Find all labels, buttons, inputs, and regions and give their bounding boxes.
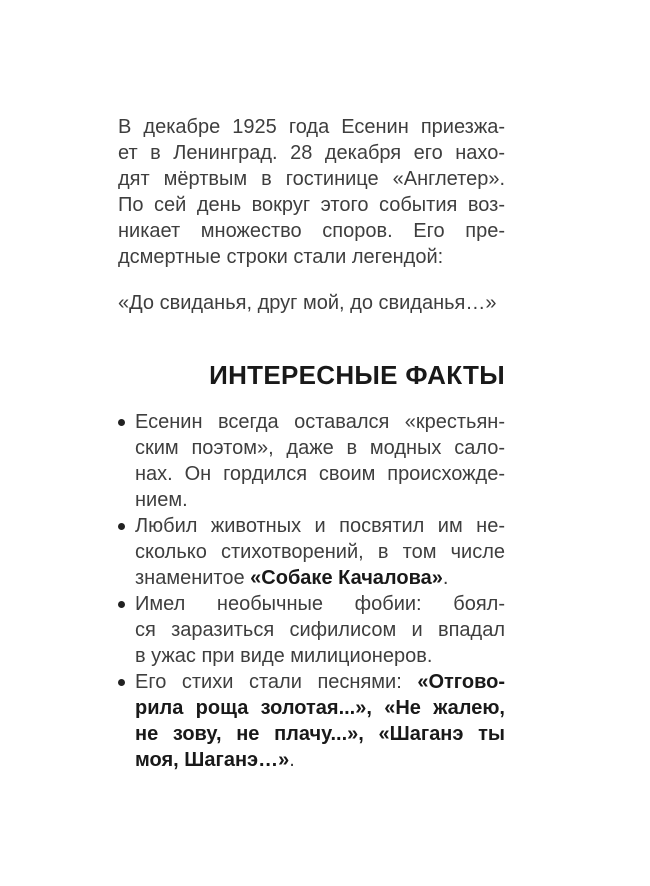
text-line: [135, 591, 505, 617]
text-line: [135, 643, 505, 669]
bullet-icon: [118, 419, 125, 426]
fact-item: [118, 591, 505, 669]
text-segment: дят мёртвым в гостинице «Англетер».: [118, 168, 505, 190]
text-line: [118, 166, 505, 192]
text-line: [118, 114, 505, 140]
bullet-icon: [118, 523, 125, 530]
bold-text-segment: моя, Шаганэ…»: [135, 749, 290, 771]
text-line: [135, 513, 505, 539]
section-heading: ИНТЕРЕСНЫЕ ФАКТЫ: [209, 360, 505, 390]
fact-text: [135, 591, 505, 669]
fact-item: [118, 669, 505, 773]
text-segment: .: [442, 567, 449, 589]
text-segment: ским поэтом», даже в модных сало-: [135, 437, 505, 459]
text-segment: сколько стихотворений, в том числе: [135, 541, 505, 563]
fact-item: [118, 513, 505, 591]
text-segment: Имел необычные фобии: боял-: [135, 593, 505, 615]
text-segment: никает множество споров. Его пре-: [118, 220, 505, 242]
bold-text-segment: «Собаке Качалова»: [250, 567, 443, 589]
text-segment: в ужас при виде милиционеров.: [135, 645, 433, 667]
text-segment: Есенин всегда оставался «крестьян-: [135, 411, 505, 433]
text-segment: ет в Ленинград. 28 декабря его нахо-: [118, 142, 505, 164]
bold-text-segment: рила роща золотая...», «Не жалею,: [135, 697, 505, 719]
text-line: [135, 721, 505, 747]
text-segment: В декабре 1925 года Есенин приезжа-: [118, 116, 505, 138]
text-line: [135, 409, 505, 435]
text-line: [135, 539, 505, 565]
text-line: [118, 244, 505, 270]
text-segment: знаменитое: [135, 567, 251, 589]
text-segment: ся заразиться сифилисом и впадал: [135, 619, 505, 641]
facts-list: [118, 409, 505, 773]
text-line: [135, 695, 505, 721]
fact-item: [118, 409, 505, 513]
text-line: [135, 461, 505, 487]
bullet-icon: [118, 679, 125, 686]
text-segment: нах. Он гордился своим происхожде-: [135, 463, 505, 485]
fact-text: [135, 513, 505, 591]
text-line: [118, 140, 505, 166]
bold-text-segment: «Отгово-: [417, 671, 505, 693]
text-segment: Любил животных и посвятил им не-: [135, 515, 505, 537]
bold-text-segment: не зову, не плачу...», «Шаганэ ты: [135, 723, 505, 745]
text-line: [118, 192, 505, 218]
text-line: [135, 669, 505, 695]
text-segment: Его стихи стали песнями:: [135, 671, 418, 693]
text-segment: нием.: [135, 489, 188, 511]
fact-text: [135, 669, 505, 773]
text-segment: По сей день вокруг этого события воз-: [118, 194, 505, 216]
fact-text: [135, 409, 505, 513]
epigraph-quote: «До свиданья, друг мой, до свиданья…»: [118, 292, 497, 314]
intro-paragraph: [118, 114, 505, 270]
text-line: [135, 487, 505, 513]
text-line: [135, 565, 505, 591]
text-line: [135, 747, 505, 773]
text-line: [135, 617, 505, 643]
text-segment: .: [289, 749, 295, 771]
bullet-icon: [118, 601, 125, 608]
text-segment: дсмертные строки стали легендой:: [118, 246, 444, 268]
text-line: [135, 435, 505, 461]
text-line: [118, 218, 505, 244]
